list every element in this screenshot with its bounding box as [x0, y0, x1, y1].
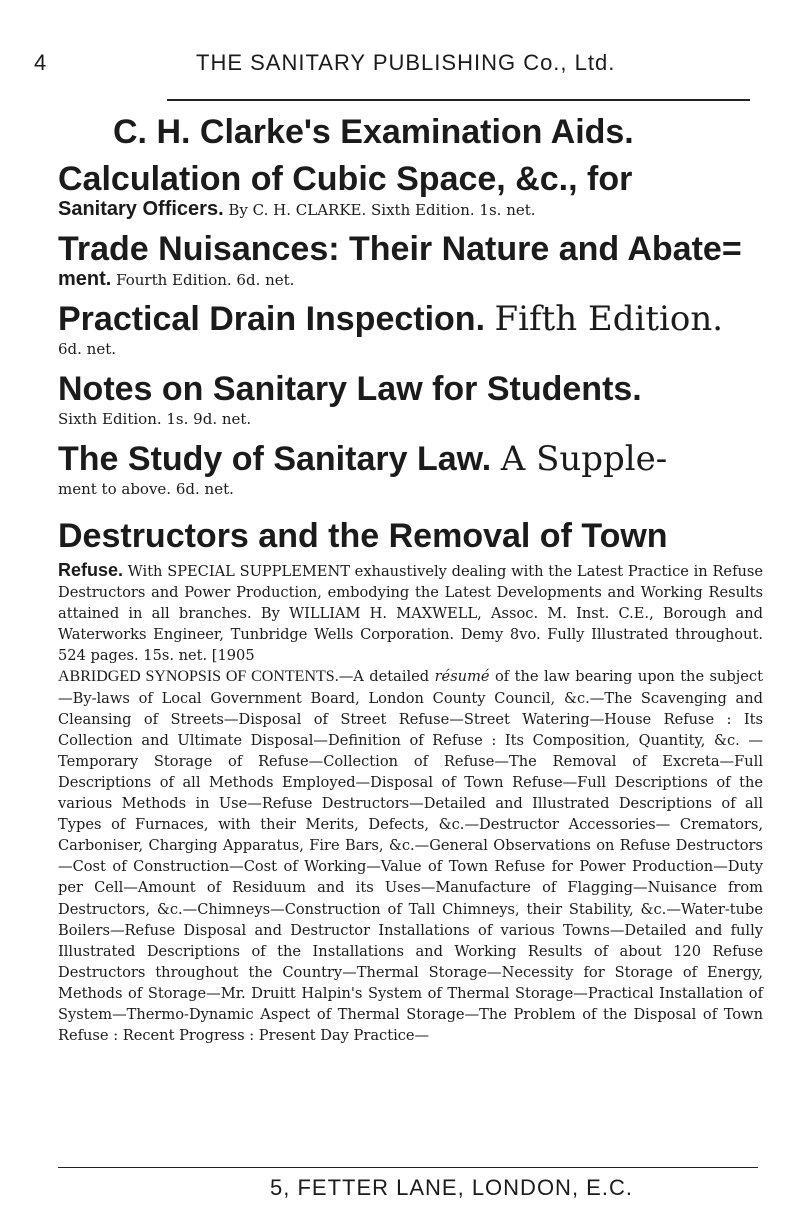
book-title-line	[58, 440, 763, 478]
synopsis-intro: —A detailed	[338, 668, 435, 686]
book-title: The Study of Sanitary Law.	[58, 440, 492, 478]
publisher-address: 5, FETTER LANE, LONDON, E.C.	[270, 1175, 633, 1200]
book-title-line	[58, 300, 763, 338]
destructors-title-continued: Refuse.	[58, 560, 124, 580]
book-title: Trade Nuisances: Their Nature and Abate=	[58, 230, 742, 268]
book-detail	[58, 268, 763, 291]
header-rule	[167, 99, 750, 101]
page-number: 4	[34, 50, 47, 75]
book-detail	[58, 198, 763, 221]
destructors-summary: With SPECIAL SUPPLEMENT exhaustively dealing with the Latest Practice in Refuse Destructors and Power Production, embodying the Latest Developments and Working Results attained in all branches. By WILLIAM H. MAXWELL, Assoc. M. Inst. C.E., Borough and Waterworks Engineer, Tunbridge Wells Corporation. Demy 8vo. Fully Illustrated throughout. 524 pages. 15s. net. [1905	[58, 563, 763, 665]
book-title: Calculation of Cubic Space, &c., for	[58, 160, 633, 198]
destructors-description	[58, 560, 763, 1046]
book-entry-sanitary-law-notes	[58, 370, 763, 430]
book-entry-drain-inspection	[58, 300, 763, 360]
book-entry-study-of-sanitary-law	[58, 440, 763, 500]
running-head: THE SANITARY PUBLISHING Co., Ltd.	[196, 50, 616, 75]
book-title-continued: ment.	[58, 268, 112, 290]
book-price: 6d. net.	[58, 340, 117, 358]
synopsis-heading: ABRIDGED SYNOPSIS OF CONTENTS.	[58, 668, 339, 686]
book-edition-price: Sixth Edition. 1s. 9d. net.	[58, 410, 252, 428]
synopsis-contents: of the law bearing upon the subject—By-laws of Local Government Board, London County Council, &c.—The Scavenging and Cleansing of Streets—Disposal of Street Refuse—Street Watering—House Refuse : Its Collection and Ultimate Disposal—Definition of Refuse : Its Composition, Quantity, &c. —Temporary Storage of Refuse—Collection of Refuse—The Removal of Excreta—Full Descriptions of all Methods Employed—Disposal of Town Refuse—Full Descriptions of the various Methods in Use—Refuse Destructors—Detailed and Illustrated Descriptions of all Types of Furnaces, with their Merits, Defects, &c.—Destructor Accessories— Cremators, Carboniser, Charging Apparatus, Fire Bars, &c.—General Observations on Refuse Destructors—Cost of Construction—Cost of Working—Value of Town Refuse for Power Production—Duty per Cell—Amount of Residuum and its Uses—Manufacture of Flagging—Nuisance from Destructors, &c.—Chimneys—Construction of Tall Chimneys, their Stability, &c.—Water-tube Boilers—Refuse Disposal and Destructor Installations of various Towns—Detailed and fully Illustrated Descriptions of the Installations and Working Results of about 120 Refuse Destructors throughout the Country—Thermal Storage—Necessity for Storage of Energy, Methods of Storage—Mr. Druitt Halpin's System of Thermal Storage—Practical Installation of System—Thermo-Dynamic Aspect of Thermal Storage—The Problem of the Disposal of Town Refuse : Recent Progress : Present Day Practice—	[58, 668, 763, 1045]
book-entry-cubic-space	[58, 160, 763, 221]
book-title: Practical Drain Inspection.	[58, 300, 486, 338]
synopsis-italic: résumé	[434, 668, 490, 686]
book-title-continued: Sanitary Officers.	[58, 198, 224, 220]
book-edition-price: Fourth Edition. 6d. net.	[116, 271, 295, 289]
destructors-book-title: Destructors and the Removal of Town	[58, 517, 668, 555]
book-title: Notes on Sanitary Law for Students.	[58, 370, 642, 408]
page-header	[34, 50, 764, 90]
book-edition: Fifth Edition.	[494, 299, 724, 339]
book-edition-price: By C. H. CLARKE. Sixth Edition. 1s. net.	[228, 201, 536, 219]
book-subtitle: A Supple-	[500, 439, 668, 479]
book-price: ment to above. 6d. net.	[58, 480, 234, 498]
book-entry-trade-nuisances	[58, 230, 763, 291]
footer-rule	[58, 1167, 758, 1168]
page-title: C. H. Clarke's Examination Aids.	[113, 113, 634, 151]
